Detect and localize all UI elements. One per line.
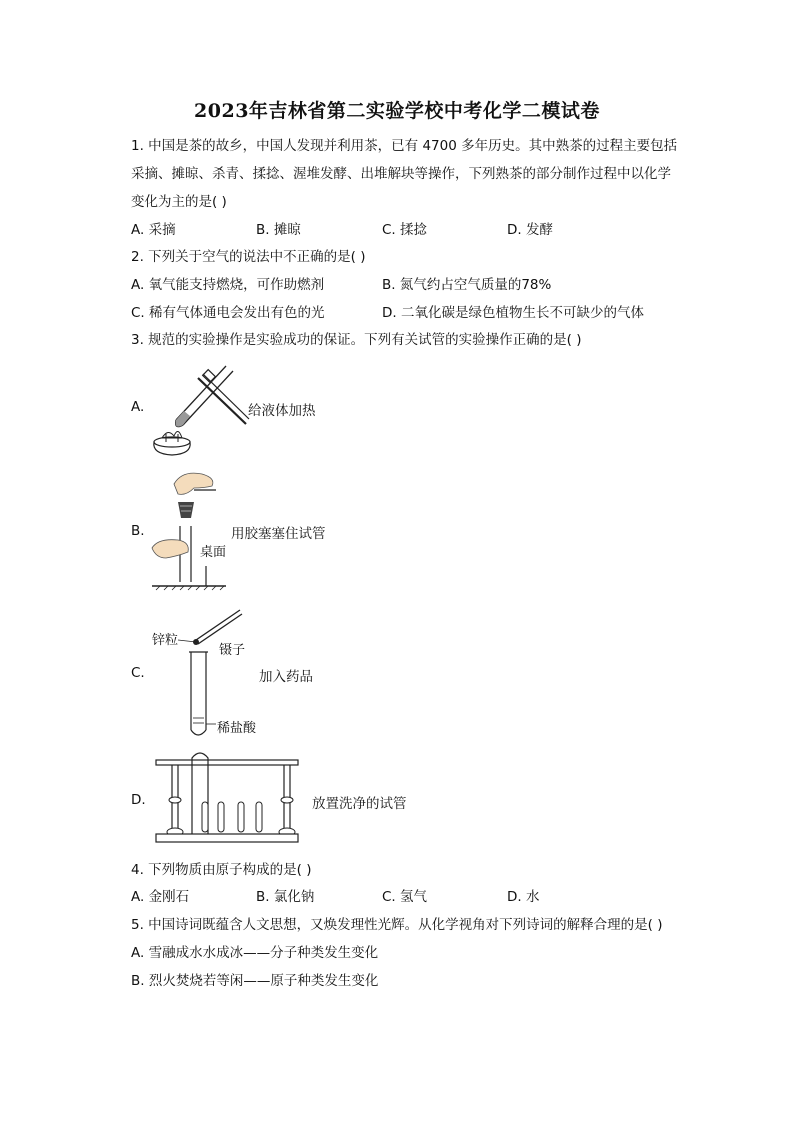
q2-option-c: C. 稀有气体通电会发出有色的光 [131,305,325,321]
q3-option-c-tweezers-label: 镊子 [219,643,246,658]
q2-option-d: D. 二氧化碳是绿色植物生长不可缺少的气体 [382,305,644,321]
q3-stem: 3. 规范的实验操作是实验成功的保证。下列有关试管的实验操作正确的是( ) [131,332,582,348]
q1-option-d: D. 发酵 [507,222,553,238]
exam-title: 2023年吉林省第二实验学校中考化学二模试卷 [194,100,600,122]
q4-option-c: C. 氢气 [382,889,428,905]
q5-option-b: B. 烈火焚烧若等闲——原子种类发生变化 [131,973,379,989]
zinc-pointer [178,635,198,645]
q4-stem: 4. 下列物质由原子构成的是( ) [131,862,312,878]
test-tube-rack-figure [152,748,302,846]
q3-option-b-table-label: 桌面 [200,545,227,560]
q5-option-a: A. 雪融成水水成冰——分子种类发生变化 [131,945,379,961]
q3-option-b-letter: B. [131,523,145,539]
q3-option-d-letter: D. [131,792,146,808]
q1-option-c: C. 揉捻 [382,222,428,238]
q3-option-d-caption: 放置洗净的试管 [312,796,407,812]
heating-liquid-figure [148,358,258,458]
q4-option-d: D. 水 [507,889,540,905]
q3-option-c-caption: 加入药品 [259,669,313,685]
q4-option-a: A. 金刚石 [131,889,190,905]
q1-option-b: B. 摊晾 [256,222,301,238]
q1-stem-line1: 1. 中国是茶的故乡，中国人发现并利用茶，已有 4700 多年历史。其中熟茶的过程主要包括 [131,138,678,154]
q3-option-b-caption: 用胶塞塞住试管 [231,526,326,542]
q2-stem: 2. 下列关于空气的说法中不正确的是( ) [131,249,366,265]
q1-stem-line2: 采摘、摊晾、杀青、揉捻、渥堆发酵、出堆解块等操作，下列熟茶的部分制作过程中以化学 [131,166,671,182]
q4-option-b: B. 氯化钠 [256,889,315,905]
q3-option-c-zinc-label: 锌粒 [152,633,179,648]
q2-option-b: B. 氮气约占空气质量的78% [382,277,552,293]
q3-option-c-letter: C. [131,665,145,681]
q3-option-a-letter: A. [131,399,145,415]
q1-option-a: A. 采摘 [131,222,176,238]
q5-stem: 5. 中国诗词既蕴含人文思想，又焕发理性光辉。从化学视角对下列诗词的解释合理的是( ) [131,917,663,933]
stopper-test-tube-figure [148,466,228,591]
q1-stem-line3: 变化为主的是( ) [131,194,227,210]
q3-option-c-acid-label: 稀盐酸 [217,721,257,736]
q2-option-a: A. 氧气能支持燃烧，可作助燃剂 [131,277,325,293]
q3-option-a-caption: 给液体加热 [248,403,316,419]
